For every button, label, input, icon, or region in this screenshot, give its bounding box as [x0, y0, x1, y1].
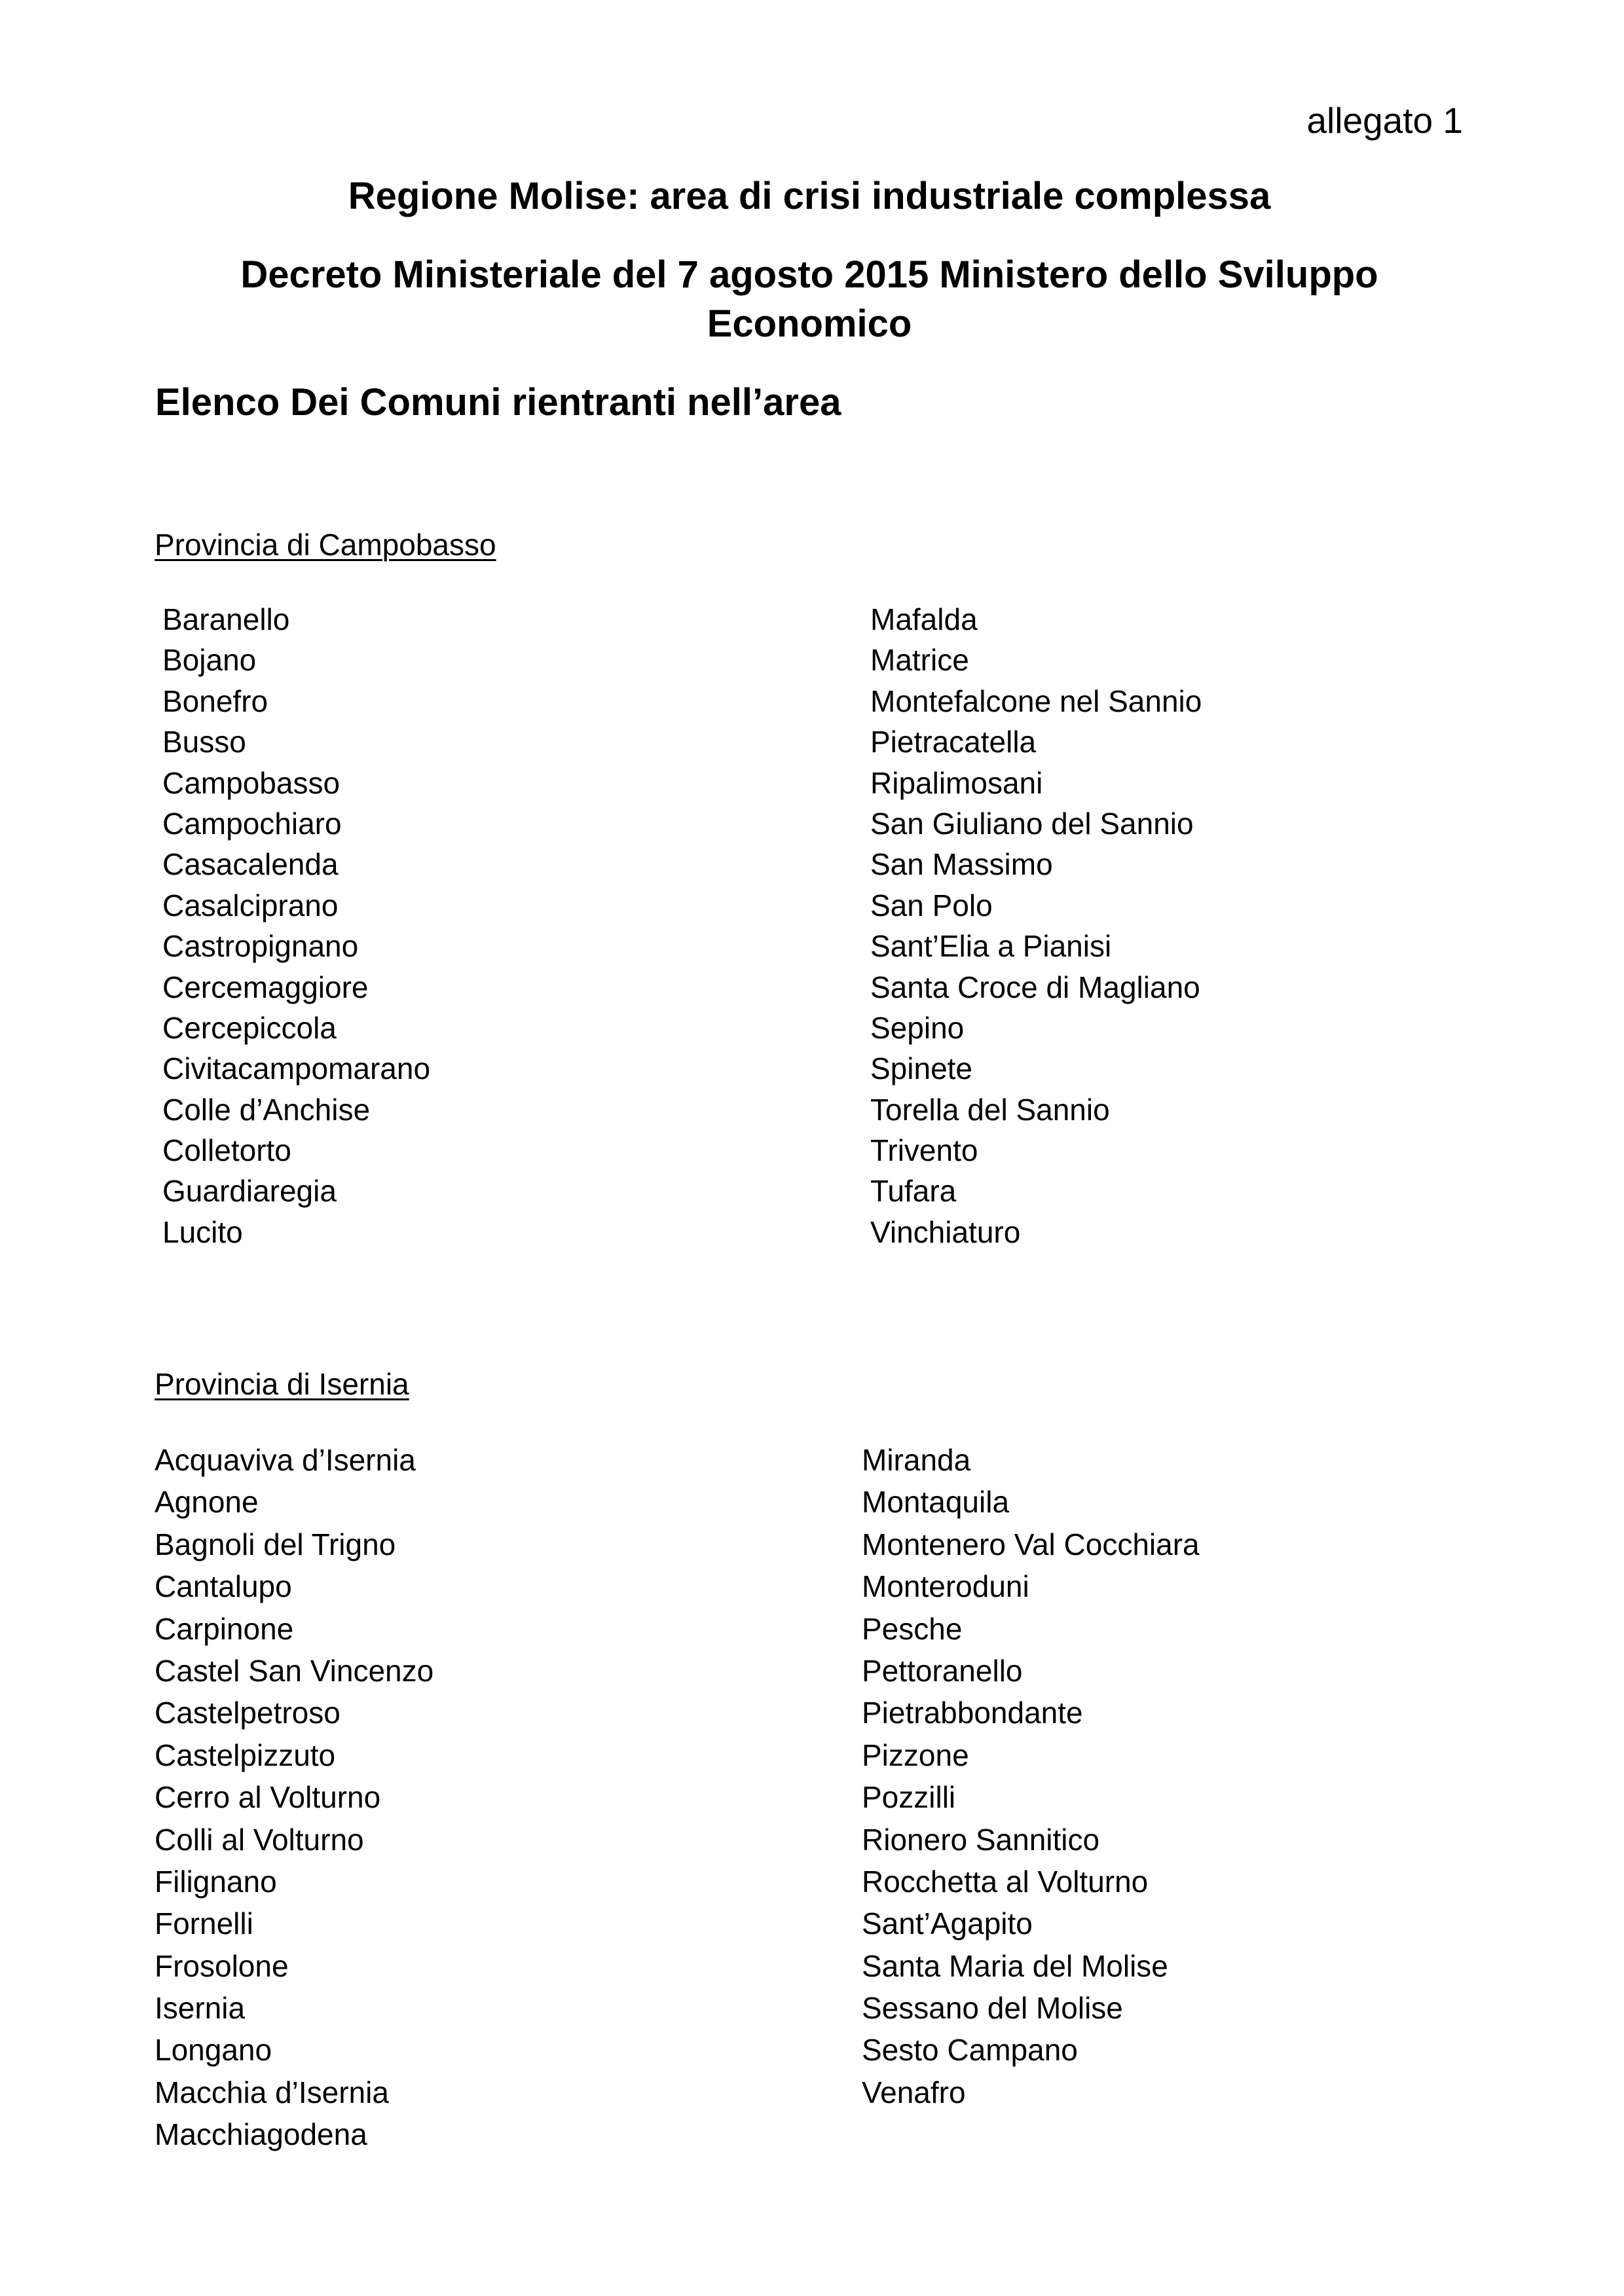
decree-title-line-2: Economico [707, 302, 912, 345]
municipality-item: Santa Maria del Molise [862, 1948, 1168, 1983]
municipality-list-left [155, 1439, 434, 2156]
municipality-item: Colle d’Anchise [162, 1092, 371, 1127]
municipality-item: Pozzilli [862, 1780, 956, 1815]
municipality-item: Castel San Vincenzo [155, 1653, 434, 1688]
municipality-item: Casalciprano [162, 888, 339, 922]
municipality-item: Colli al Volturno [155, 1822, 364, 1857]
municipality-item: Pettoranello [862, 1653, 1023, 1688]
decree-title-line-1: Decreto Ministeriale del 7 agosto 2015 Ministero dello Sviluppo [240, 253, 1378, 296]
list-heading: Elenco Dei Comuni rientranti nell’area [155, 381, 841, 424]
municipality-item: Rocchetta al Volturno [862, 1864, 1149, 1899]
municipality-item: Matrice [870, 643, 969, 678]
municipality-item: Sessano del Molise [862, 1991, 1123, 2026]
municipality-item: Macchiagodena [155, 2117, 367, 2152]
municipality-item: Ripalimosani [870, 765, 1043, 800]
municipality-item: Montaquila [862, 1485, 1010, 1520]
municipality-item: San Giuliano del Sannio [870, 806, 1194, 841]
municipality-item: Bojano [162, 643, 257, 678]
municipality-item: Fornelli [155, 1906, 253, 1941]
municipality-item: Carpinone [155, 1611, 294, 1646]
municipality-item: Longano [155, 2033, 272, 2068]
municipality-item: Sant’Agapito [862, 1906, 1033, 1941]
province-heading: Provincia di Campobasso [155, 528, 496, 562]
municipality-item: Rionero Sannitico [862, 1822, 1100, 1857]
municipality-item: Castropignano [162, 929, 359, 964]
municipality-item: Montefalcone nel Sannio [870, 683, 1202, 718]
municipality-item: Sepino [870, 1010, 965, 1045]
municipality-item: Pietrabbondante [862, 1696, 1083, 1730]
municipality-item: Campochiaro [162, 806, 342, 841]
municipality-item: San Polo [870, 888, 993, 922]
municipality-item: Trivento [870, 1133, 978, 1168]
municipality-item: Bonefro [162, 683, 268, 718]
municipality-item: Agnone [155, 1485, 259, 1520]
municipality-item: Spinete [870, 1051, 973, 1086]
municipality-item: Montenero Val Cocchiara [862, 1527, 1200, 1561]
municipality-item: Sant’Elia a Pianisi [870, 929, 1112, 964]
municipality-item: Tufara [870, 1174, 957, 1209]
municipality-item: Guardiaregia [162, 1174, 337, 1209]
municipality-item: Pesche [862, 1611, 963, 1646]
municipality-item: San Massimo [870, 847, 1053, 882]
municipality-item: Campobasso [162, 765, 341, 800]
annex-label: allegato 1 [1306, 100, 1463, 141]
municipality-item: Mafalda [870, 602, 978, 636]
municipality-item: Lucito [162, 1214, 243, 1249]
municipality-item: Colletorto [162, 1133, 291, 1168]
municipality-item: Isernia [155, 1991, 246, 2026]
municipality-item: Venafro [862, 2075, 966, 2109]
municipality-item: Acquaviva d’Isernia [155, 1443, 416, 1477]
municipality-item: Miranda [862, 1443, 971, 1477]
municipality-item: Busso [162, 725, 246, 759]
municipality-item: Castelpetroso [155, 1696, 341, 1730]
municipality-item: Torella del Sannio [870, 1092, 1110, 1127]
municipality-item: Cantalupo [155, 1569, 292, 1604]
municipality-item: Macchia d’Isernia [155, 2075, 389, 2109]
municipality-list-right [870, 599, 1202, 1252]
municipality-item: Cerro al Volturno [155, 1780, 381, 1815]
municipality-item: Sesto Campano [862, 2033, 1078, 2068]
municipality-item: Civitacampomarano [162, 1051, 431, 1086]
municipality-item: Castelpizzuto [155, 1738, 336, 1772]
municipality-list-right [862, 1439, 1200, 2113]
municipality-item: Cercemaggiore [162, 970, 369, 1004]
province-heading: Provincia di Isernia [155, 1367, 409, 1401]
municipality-item: Pizzone [862, 1738, 969, 1772]
document-title: Regione Molise: area di crisi industriale complessa [348, 175, 1271, 217]
municipality-item: Bagnoli del Trigno [155, 1527, 396, 1561]
municipality-item: Pietracatella [870, 725, 1037, 759]
municipality-item: Baranello [162, 602, 290, 636]
municipality-item: Frosolone [155, 1948, 289, 1983]
municipality-list-left [162, 599, 430, 1252]
municipality-item: Casacalenda [162, 847, 339, 882]
municipality-item: Vinchiaturo [870, 1214, 1021, 1249]
municipality-item: Cercepiccola [162, 1010, 337, 1045]
municipality-item: Filignano [155, 1864, 277, 1899]
municipality-item: Santa Croce di Magliano [870, 970, 1200, 1004]
municipality-item: Monteroduni [862, 1569, 1029, 1604]
